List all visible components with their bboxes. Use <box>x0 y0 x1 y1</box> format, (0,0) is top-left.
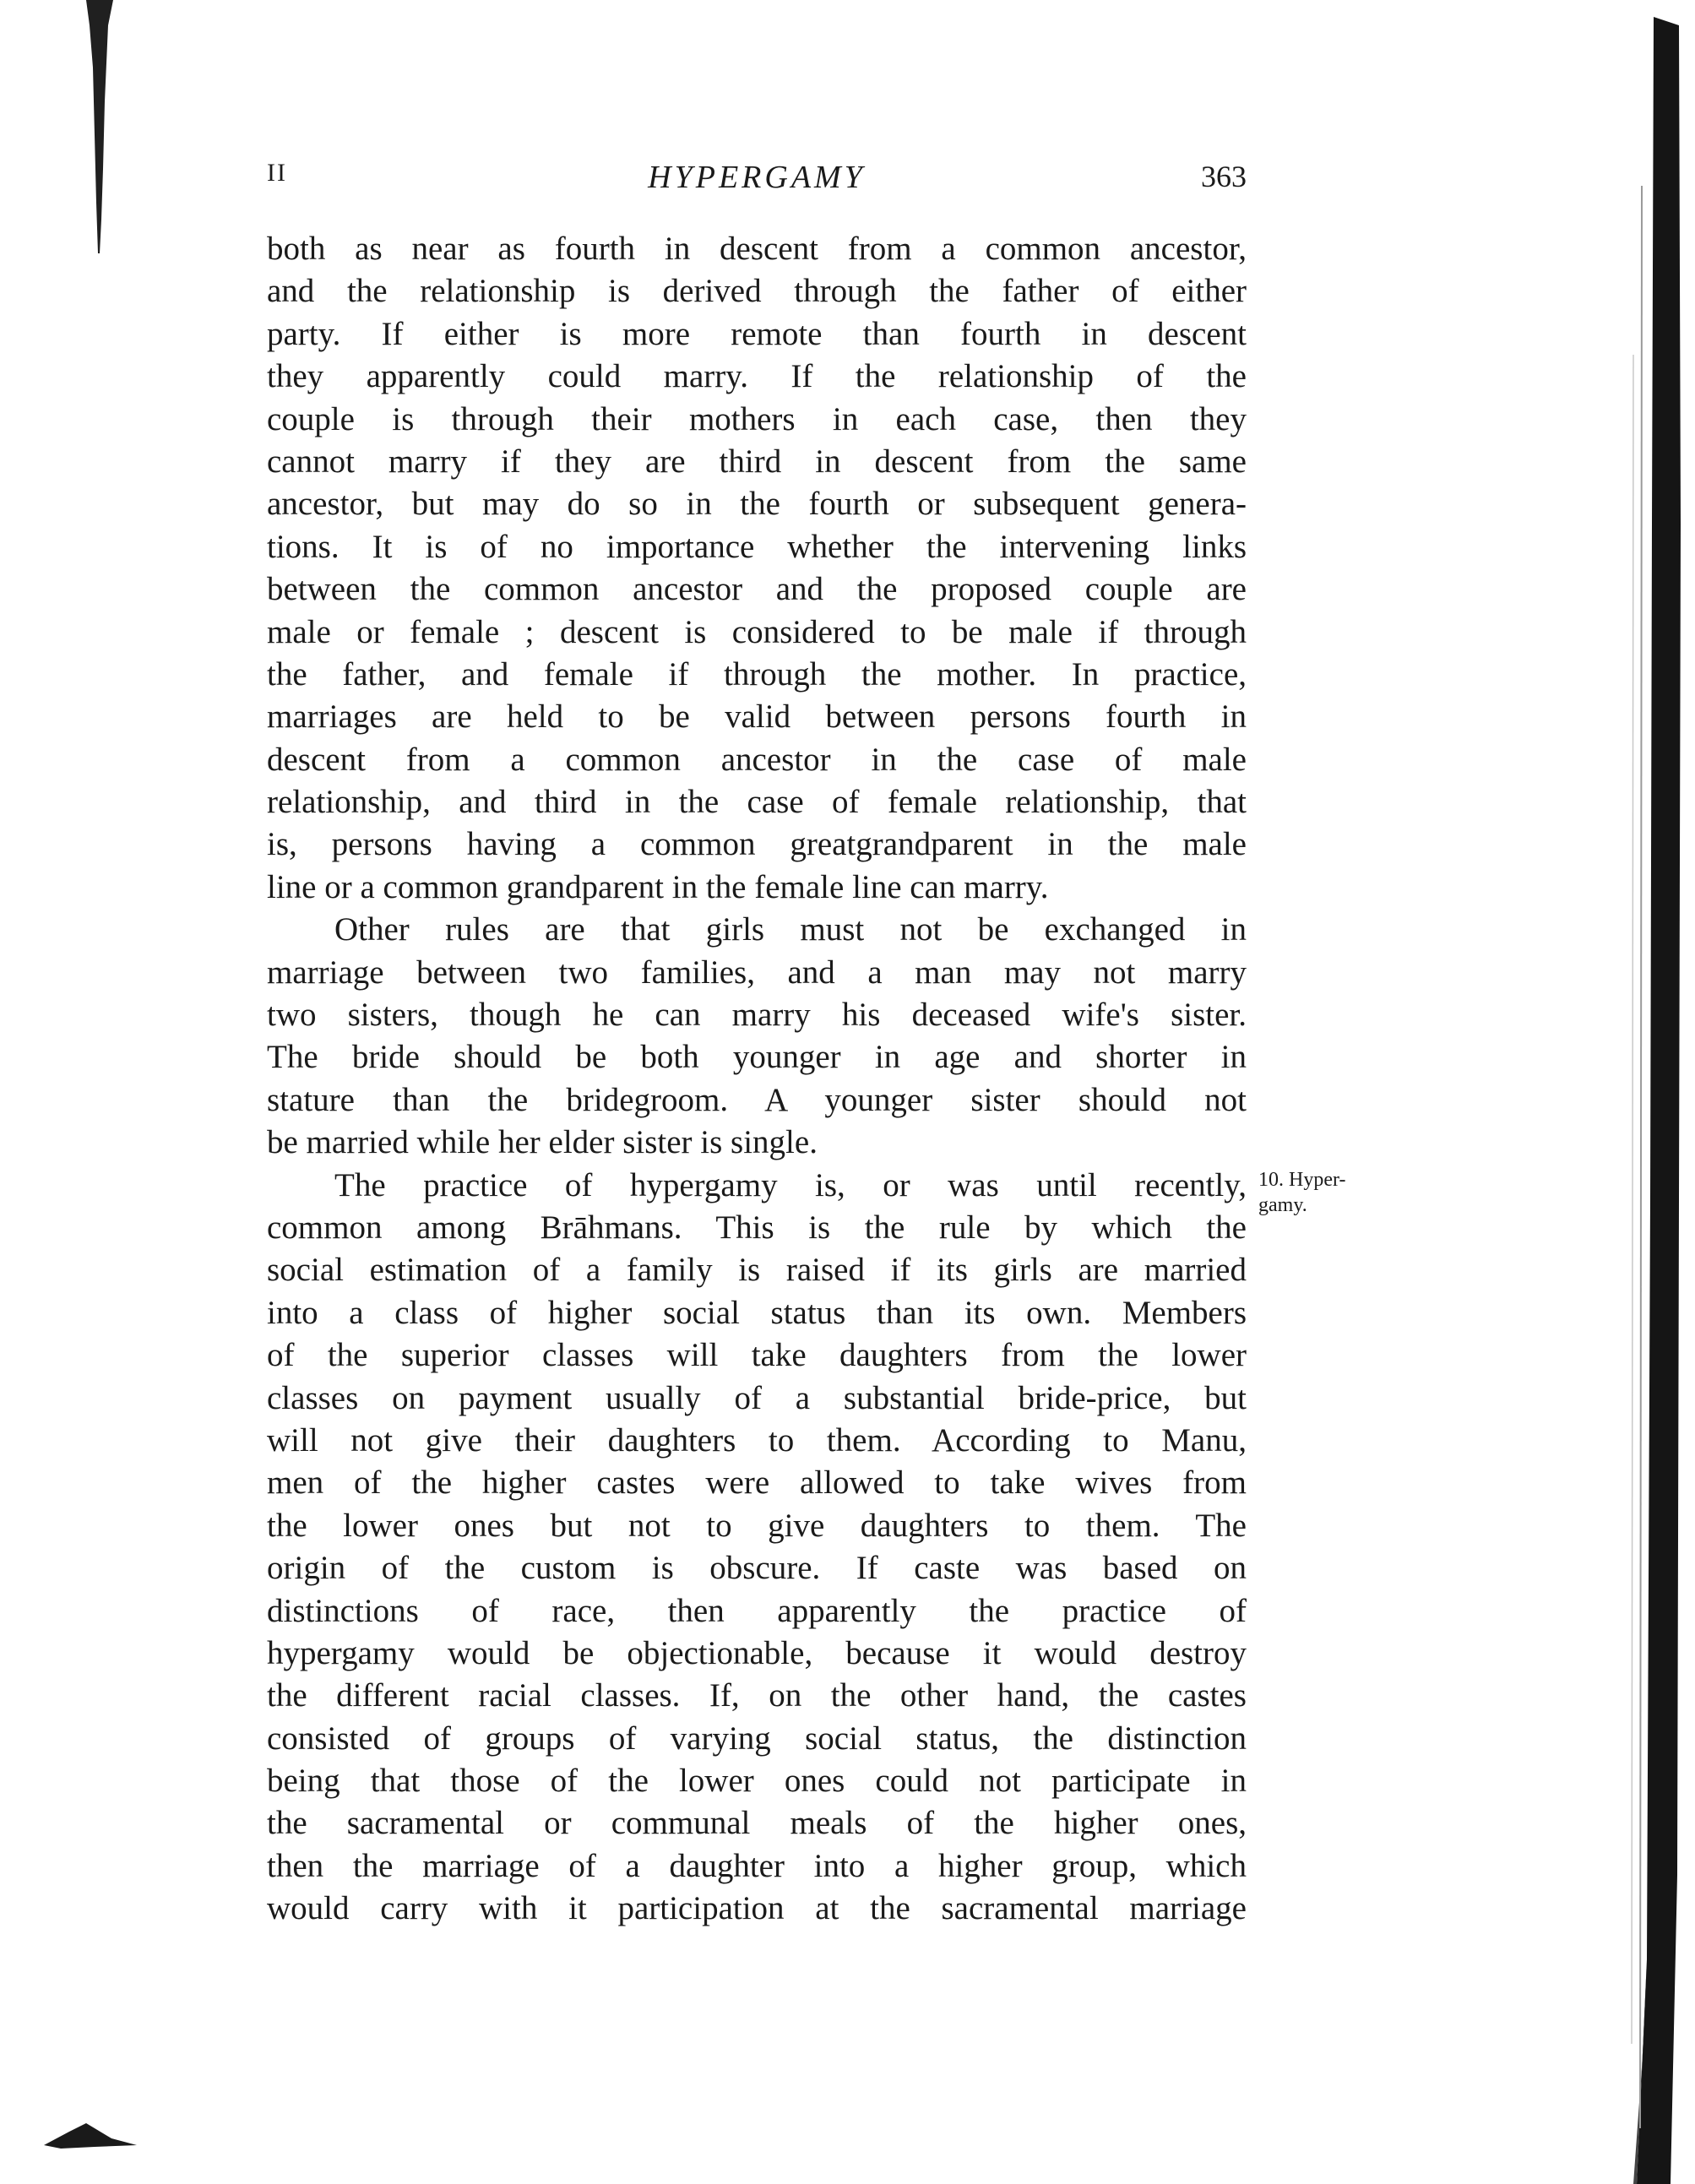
text-line: classes on payment usually of a substantial bride-price, but <box>267 1379 1247 1416</box>
running-head <box>267 159 1247 206</box>
scan-artifact-top-left <box>84 0 115 262</box>
text-line: is, persons having a common greatgrandparent in the male <box>267 826 1247 863</box>
margin-note <box>1258 1167 1346 1218</box>
text-line: line or a common grandparent in the female line can marry. <box>267 868 1049 905</box>
text-line: origin of the custom is obscure. If caste was based on <box>267 1550 1247 1587</box>
chapter-numeral: II <box>267 159 287 187</box>
text-line: the different racial classes. If, on the other hand, the castes <box>267 1677 1247 1714</box>
text-line: they apparently could marry. If the relationship of the <box>267 358 1247 395</box>
body-text <box>267 228 1247 1931</box>
text-line: ancestor, but may do so in the fourth or subsequent genera- <box>267 486 1247 523</box>
text-line: being that those of the lower ones could not participate in <box>267 1763 1247 1800</box>
running-title: HYPERGAMY <box>648 160 866 195</box>
margin-note-line: gamy. <box>1258 1194 1307 1216</box>
text-line: male or female ; descent is considered to be male if through <box>267 613 1247 650</box>
margin-note-line: 10. Hyper- <box>1258 1169 1346 1191</box>
text-line: couple is through their mothers in each case, then they <box>267 400 1247 437</box>
text-line: and the relationship is derived through the father of either <box>267 273 1247 310</box>
text-line: both as near as fourth in descent from a common ancestor, <box>267 231 1247 267</box>
text-line: party. If either is more remote than fourth in descent <box>267 315 1247 352</box>
text-line: into a class of higher social status than its own. Members <box>267 1294 1247 1331</box>
text-line: cannot marry if they are third in descent from the same <box>267 443 1247 480</box>
text-line: common among Brāhmans. This is the rule by which the <box>267 1209 1247 1246</box>
text-line: distinctions of race, then apparently the practice of <box>267 1592 1247 1629</box>
text-line: tions. It is of no importance whether the intervening links <box>267 528 1247 565</box>
text-line: two sisters, though he can marry his deceased wife's sister. <box>267 997 1247 1034</box>
text-line: relationship, and third in the case of female relationship, that <box>267 784 1247 821</box>
text-line: will not give their daughters to them. According to Manu, <box>267 1421 1247 1459</box>
text-line: the father, and female if through the mother. In practice, <box>267 655 1247 693</box>
text-line: hypergamy would be objectionable, because it would destroy <box>267 1634 1247 1671</box>
text-line: social estimation of a family is raised if its girls are married <box>267 1252 1247 1289</box>
text-line: be married while her elder sister is single. <box>267 1124 818 1161</box>
scan-artifact-bottom-left <box>44 2120 137 2154</box>
text-line: Other rules are that girls must not be exchanged in <box>334 911 1247 948</box>
text-line: The practice of hypergamy is, or was until recently, <box>334 1166 1247 1203</box>
page-binding-edge <box>1552 17 1695 2184</box>
text-line: descent from a common ancestor in the case of male <box>267 741 1247 778</box>
text-line: marriages are held to be valid between persons fourth in <box>267 698 1247 736</box>
text-line: marriage between two families, and a man may not marry <box>267 953 1247 991</box>
text-line: men of the higher castes were allowed to take wives from <box>267 1464 1247 1502</box>
text-line: of the superior classes will take daughters from the lower <box>267 1337 1247 1374</box>
text-line: The bride should be both younger in age and shorter in <box>267 1039 1247 1076</box>
text-line: the lower ones but not to give daughters to them. The <box>267 1507 1247 1544</box>
text-line: then the marriage of a daughter into a higher group, which <box>267 1847 1247 1884</box>
text-line: stature than the bridegroom. A younger sister should not <box>267 1081 1247 1118</box>
text-line: the sacramental or communal meals of the higher ones, <box>267 1805 1247 1842</box>
text-line: consisted of groups of varying social status, the distinction <box>267 1719 1247 1757</box>
text-line: would carry with it participation at the sacramental marriage <box>267 1890 1247 1927</box>
page-number: 363 <box>1201 160 1247 193</box>
text-line: between the common ancestor and the proposed couple are <box>267 571 1247 608</box>
